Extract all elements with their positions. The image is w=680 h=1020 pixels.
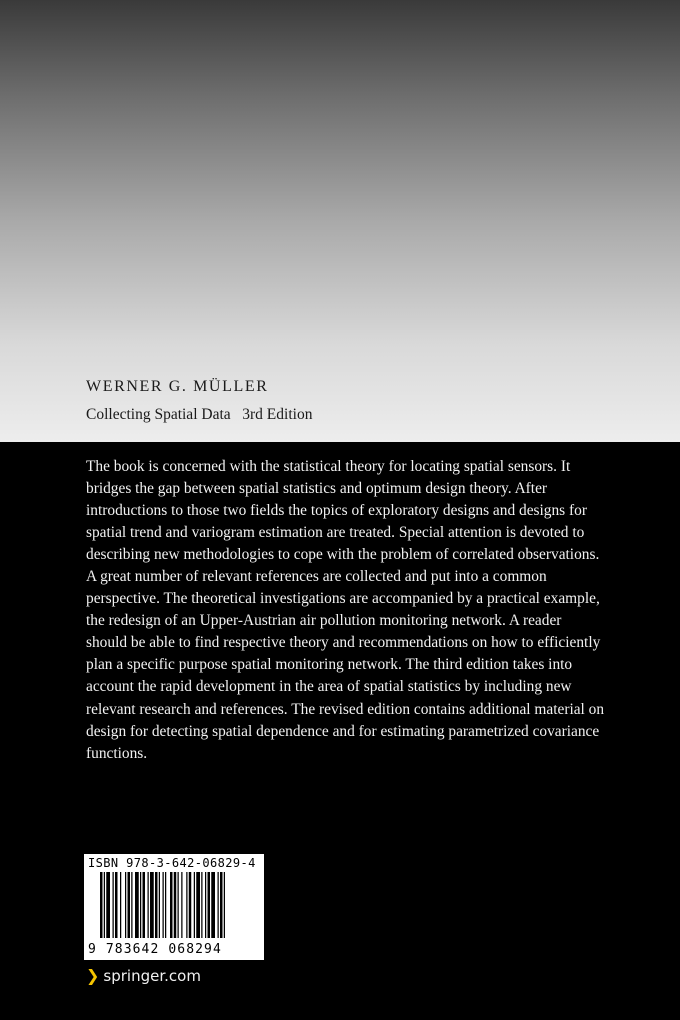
barcode-bars [84,872,264,942]
edition-label: 3rd Edition [242,406,313,423]
isbn-barcode [84,854,264,960]
publisher-link[interactable] [86,966,201,985]
book-title-line [86,406,312,424]
chevron-right-icon: ❯ [86,966,100,985]
publisher-url: springer.com [103,966,201,985]
isbn-label: ISBN 978-3-642-06829-4 [88,856,256,870]
book-title: Collecting Spatial Data [86,406,231,423]
author-name: WERNER G. MÜLLER [86,378,269,395]
book-description: The book is concerned with the statistical theory for locating spatial sensors. It bridges the gap between spatial statistics and optimum design theory. After introductions to those two fields the topics of exploratory designs and designs for spatial trend and variogram estimation are treated. Special attention is devoted to describing new methodologies to cope with the problem of correlated observations. A great number of relevant references are collected and put into a common perspective. The theoretical investigations are accompanied by a practical example, the redesign of an Upper-Austrian air pollution monitoring network. A reader should be able to find respective theory and recommendations on how to efficiently plan a specific purpose spatial monitoring network. The third edition takes into account the rapid development in the area of spatial statistics by including new relevant research and references. The revised edition contains additional material on design for detecting spatial dependence and for estimating parametrized covariance functions. [86,458,605,762]
cover-gradient-panel [0,0,680,442]
ean-number: 9 783642 068294 [88,942,222,957]
